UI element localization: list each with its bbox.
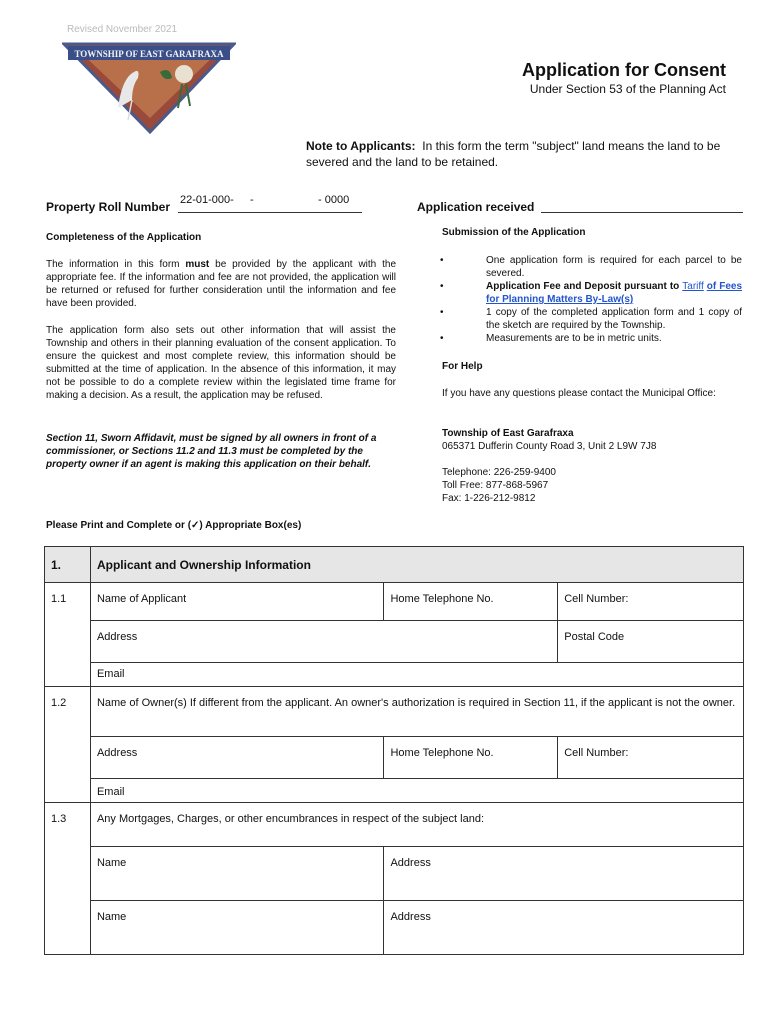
mortgage-name-field-2[interactable]: Name [90,901,384,955]
owner-cell-field[interactable]: Cell Number: [558,737,744,779]
owner-home-phone-field[interactable]: Home Telephone No. [384,737,558,779]
owner-email-field[interactable]: Email [90,779,743,803]
section-title: Applicant and Ownership Information [90,547,743,583]
logo-text: TOWNSHIP OF EAST GARAFRAXA [74,49,224,59]
application-received-label: Application received [417,200,535,214]
applicant-name-field[interactable]: Name of Applicant [90,583,384,621]
submission-list [440,254,742,345]
contact-fax: Fax: 1-226-212-9812 [442,493,536,504]
applicant-email-field[interactable]: Email [90,663,743,687]
applicant-cell-field[interactable]: Cell Number: [558,583,744,621]
help-heading: For Help [442,361,483,372]
note-text: In this form the term "subject" land means the land to be severed and the land to be retained. [306,139,721,169]
township-logo [62,38,236,134]
row-number-1-1: 1.1 [51,593,67,605]
contact-tollfree: Toll Free: 877-868-5967 [442,480,549,491]
mortgage-name-field-1[interactable]: Name [90,847,384,901]
contact-address: 065371 Dufferin County Road 3, Unit 2 L9W 7J8 [442,441,657,452]
applicant-postal-field[interactable]: Postal Code [558,621,744,663]
section-number: 1. [45,547,91,583]
list-item: • Measurements are to be in metric units. [440,333,662,344]
page-title: Application for Consent [522,60,726,80]
affidavit-note: Section 11, Sworn Affidavit, must be signed by all owners in front of a commissioner, or Sections 11.2 and 11.3 must be completed by the property owner if an agent is making this application on their behalf. [46,433,377,470]
page-subtitle: Under Section 53 of the Planning Act [529,82,726,96]
row-number-1-3: 1.3 [51,813,67,825]
print-instructions: Please Print and Complete or (✓) Appropriate Box(es) [46,520,302,531]
mortgage-address-field-1[interactable]: Address [384,847,744,901]
completeness-heading: Completeness of the Application [46,232,202,243]
mortgage-address-field-2[interactable]: Address [384,901,744,955]
revised-date: Revised November 2021 [67,24,178,35]
roll-prefix: 22-01-000- [180,194,234,206]
submission-heading: Submission of the Application [442,227,586,238]
applicant-home-phone-field[interactable]: Home Telephone No. [384,583,558,621]
roll-suffix: - 0000 [318,194,350,206]
roll-mid: - [250,194,254,206]
owner-address-field[interactable]: Address [90,737,384,779]
application-received-field[interactable] [541,212,743,213]
tariff-bylaw-link[interactable]: of Fees for Planning Matters By-Law(s) [486,281,743,305]
applicant-address-field[interactable]: Address [90,621,557,663]
roll-number-label: Property Roll Number [46,200,171,214]
list-item: • Application Fee and Deposit pursuant to Tariff of Fees for Planning Matters By-Law(s) [440,281,743,305]
completeness-paragraph-2: The application form also sets out other information that will assist the Township and others in their planning evaluation of the consent application. To ensure the quickest and most complete review, this information should be submitted at the time of application. In the absence of this information, it may not be possible to do a complete review within the legislated time frame for making a decision. As a result, the application may be refused. [46,325,396,401]
encumbrances-field[interactable]: Any Mortgages, Charges, or other encumbrances in respect of the subject land: [90,803,743,847]
completeness-paragraph-1: The information in this form must be provided by the applicant with the appropriate fee. If the information and fee are not provided, the application will be returned or refused for further consideration until the information and fee have been provided. [46,259,396,309]
tariff-link[interactable]: Tariff [682,281,704,292]
note-to-applicants [306,138,736,170]
contact-block [442,427,742,505]
note-label: Note to Applicants: [306,139,416,153]
applicant-ownership-table [44,546,744,955]
owner-name-field[interactable]: Name of Owner(s) If different from the applicant. An owner's authorization is required in Section 11, if the applicant is not the owner. [90,687,743,737]
contact-phone: Telephone: 226-259-9400 [442,467,556,478]
roll-number-field[interactable] [178,212,362,213]
contact-org: Township of East Garafraxa [442,428,574,439]
row-number-1-2: 1.2 [51,697,67,709]
list-item: • One application form is required for each parcel to be severed. [440,255,742,279]
help-text: If you have any questions please contact the Municipal Office: [442,388,716,399]
list-item: • 1 copy of the completed application form and 1 copy of the sketch are required by the Township. [440,307,742,331]
